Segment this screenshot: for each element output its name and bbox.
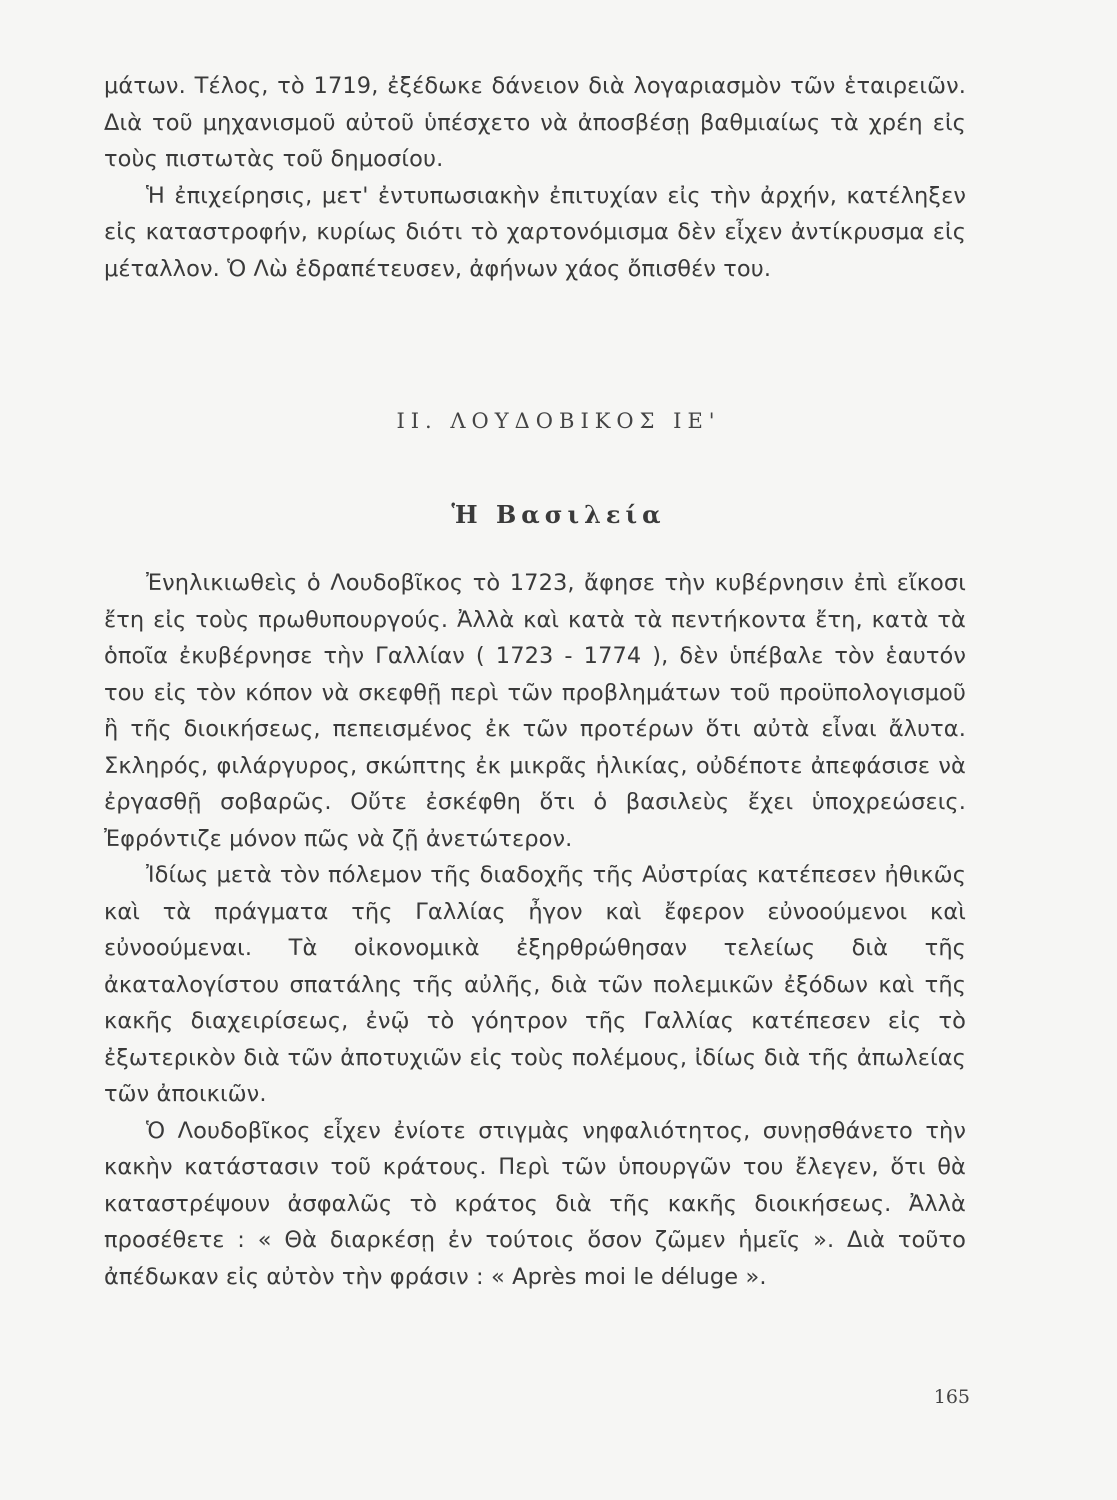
- body-paragraph-1: Ἐνηλικιωθεὶς ὁ Λουδοβῖκος τὸ 1723, ἄφησε τὴν κυβέρνησιν ἐπὶ εἴκοσι ἔτη εἰς τοὺς πρωθυπουργούς. Ἀλλὰ καὶ κατὰ τὰ πεντήκοντα ἔτη, κατὰ τὰ ὁποῖα ἐκυβέρνησε τὴν Γαλλίαν ( 1723 - 1774 ), δὲν ὑπέβαλε τὸν ἑαυτόν του εἰς τὸν κόπον νὰ σκεφθῇ περὶ τῶν προβλημάτων τοῦ προϋπολογισμοῦ ἢ τῆς διοικήσεως, πεπεισμένος ἐκ τῶν προτέρων ὅτι αὐτὰ εἶναι ἄλυτα. Σκληρός, φιλάργυρος, σκώπτης ἐκ μικρᾶς ἡλικίας, οὐδέποτε ἀπεφάσισε νὰ ἐργασθῇ σοβαρῶς. Οὔτε ἐσκέφθη ὅτι ὁ βασιλεὺς ἔχει ὑποχρεώσεις. Ἐφρόντιζε μόνον πῶς νὰ ζῇ ἀνετώτερον.: [104, 570, 966, 852]
- intro-text: [104, 68, 966, 287]
- body-text: [104, 565, 966, 1295]
- page-number: 165: [933, 1386, 970, 1408]
- section-heading: II. ΛΟΥΔΟΒΙΚΟΣ ΙΕ': [396, 409, 721, 433]
- body-paragraph-3: Ὁ Λουδοβῖκος εἶχεν ἐνίοτε στιγμὰς νηφαλιότητος, συνῃσθάνετο τὴν κακὴν κατάστασιν τοῦ κράτους. Περὶ τῶν ὑπουργῶν του ἔλεγεν, ὅτι θὰ καταστρέψουν ἀσφαλῶς τὸ κράτος διὰ τῆς κακῆς διοικήσεως. Ἀλλὰ προσέθετε : « Θὰ διαρκέσῃ ἐν τούτοις ὅσον ζῶμεν ἡμεῖς ». Διὰ τοῦτο ἀπέδωκαν εἰς αὐτὸν τὴν φράσιν : « Après moi le déluge ».: [104, 1117, 966, 1290]
- body-paragraph-2: Ἰδίως μετὰ τὸν πόλεμον τῆς διαδοχῆς τῆς Αὐστρίας κατέπεσεν ἠθικῶς καὶ τὰ πράγματα τῆς Γαλλίας ἦγον καὶ ἔφερον εὐνοούμενοι καὶ εὐνοούμεναι. Τὰ οἰκονομικὰ ἐξηρθρώθησαν τελείως διὰ τῆς ἀκαταλογίστου σπατάλης τῆς αὐλῆς, διὰ τῶν πολεμικῶν ἐξόδων καὶ τῆς κακῆς διαχειρίσεως, ἐνῷ τὸ γόητρον τῆς Γαλλίας κατέπεσεν εἰς τὸ ἐξωτερικὸν διὰ τῶν ἀποτυχιῶν εἰς τοὺς πολέμους, ἰδίως διὰ τῆς ἀπωλείας τῶν ἀποικιῶν.: [104, 862, 966, 1107]
- intro-paragraph-1: μάτων. Τέλος, τὸ 1719, ἐξέδωκε δάνειον διὰ λογαριασμὸν τῶν ἑταιρειῶν. Διὰ τοῦ μηχανισμοῦ αὐτοῦ ὑπέσχετο νὰ ἀποσβέσῃ βαθμιαίως τὰ χρέη εἰς τοὺς πιστωτὰς τοῦ δημοσίου.: [104, 73, 966, 172]
- sub-heading: Ἡ Βασιλεία: [451, 500, 666, 529]
- intro-paragraph-2: Ἡ ἐπιχείρησις, μετ' ἐντυπωσιακὴν ἐπιτυχίαν εἰς τὴν ἀρχήν, κατέληξεν εἰς καταστροφήν, κυρίως διότι τὸ χαρτονόμισμα δὲν εἶχεν ἀντίκρυσμα εἰς μέταλλον. Ὁ Λὼ ἐδραπέτευσεν, ἀφήνων χάος ὄπισθέν του.: [104, 182, 966, 282]
